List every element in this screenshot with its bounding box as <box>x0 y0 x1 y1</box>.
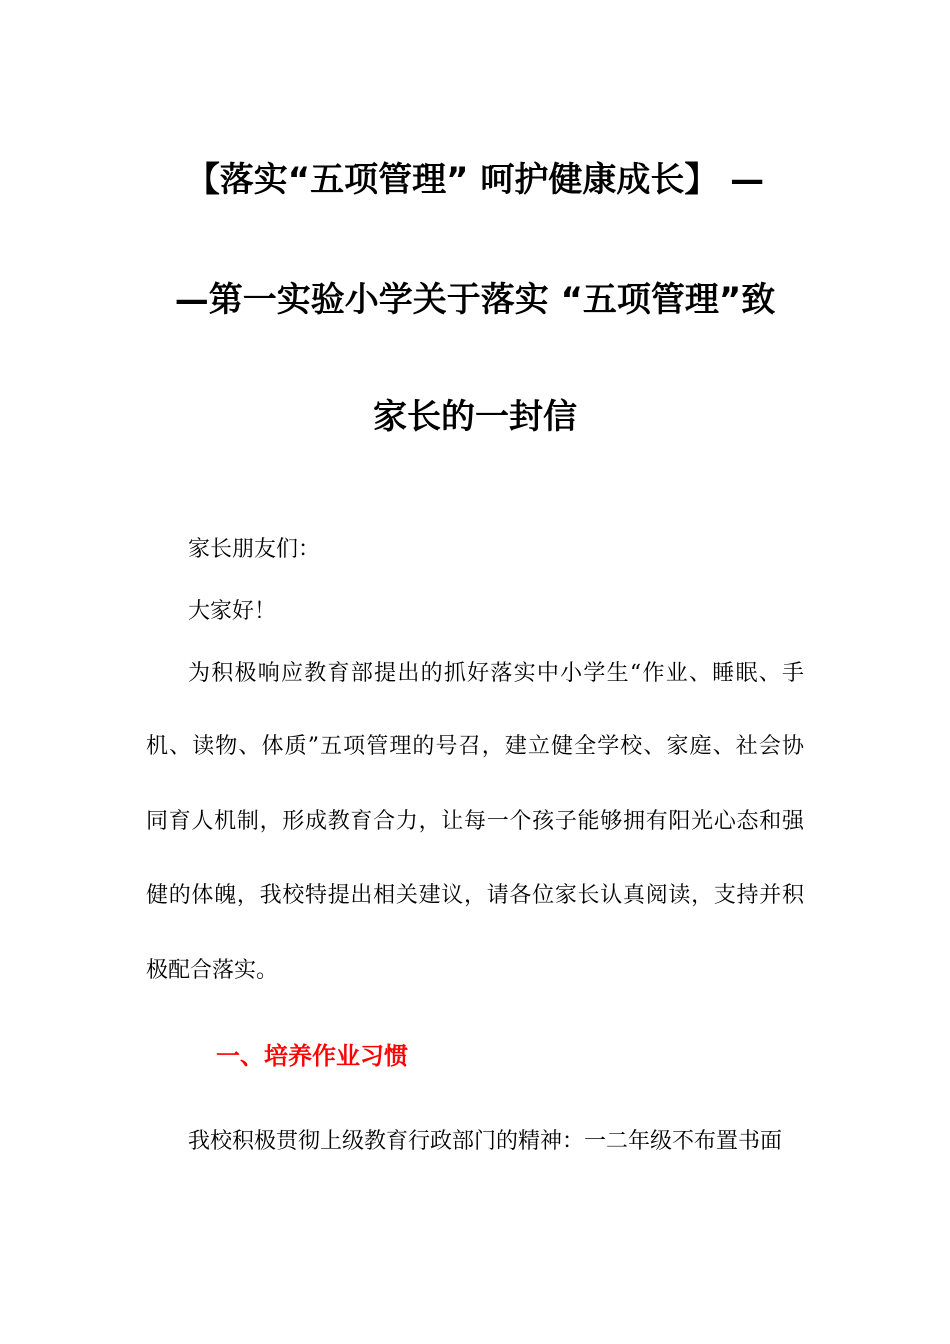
intro-paragraph-line: 健的体魄，我校特提出相关建议，请各位家长认真阅读，支持并积 <box>146 883 804 908</box>
section-heading: 一、培养作业习惯 <box>216 1042 408 1070</box>
intro-paragraph-line: 极配合落实。 <box>146 958 279 983</box>
greeting: 大家好！ <box>188 599 277 624</box>
section-paragraph-line: 我校积极贯彻上级教育行政部门的精神：一二年级不布置书面 <box>188 1129 783 1154</box>
intro-paragraph-line: 同育人机制，形成教育合力，让每一个孩子能够拥有阳光心态和强 <box>146 809 804 834</box>
intro-paragraph-line: 为积极响应教育部提出的抓好落实中小学生“作业、睡眠、手 <box>188 661 804 686</box>
intro-paragraph-line: 机、读物、体质”五项管理的号召，建立健全学校、家庭、社会协 <box>146 734 804 759</box>
salutation: 家长朋友们： <box>188 537 321 562</box>
document-title-line-2: —第一实验小学关于落实 “五项管理”致 <box>174 280 776 320</box>
document-title-line-3: 家长的一封信 <box>373 397 577 437</box>
document-title-line-1: 【落实“五项管理” 呵护健康成长】 — <box>185 160 765 200</box>
